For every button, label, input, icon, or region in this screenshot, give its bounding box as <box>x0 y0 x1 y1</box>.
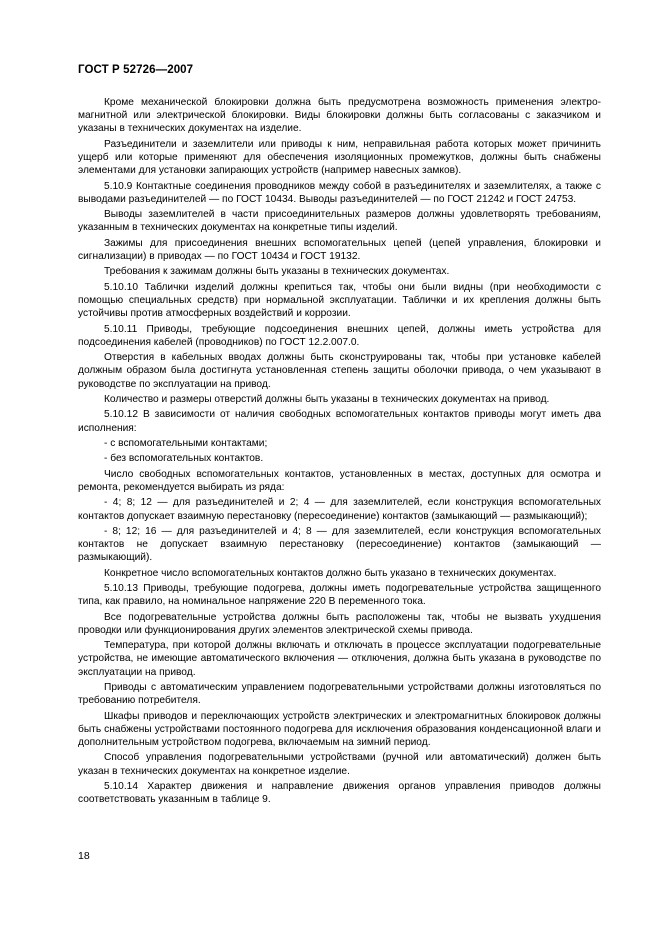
page-number: 18 <box>78 850 90 862</box>
paragraph: Все подогревательные устройства должны быть расположены так, чтобы не вызвать ухудшения проводки или функционирования других элементов электрической схемы привода. <box>78 611 601 636</box>
paragraph: Кроме механической блокировки должна быть предусмотрена возможность применения электро-магнитной или электрической блокировки. Виды блокировки должны быть согласованы с заказчиком и указаны в технических документах на изделие. <box>78 97 601 135</box>
paragraph: Способ управления подогревательными устройствами (ручной или автоматический) должен быть указан в технических документах на конкретное изделие. <box>78 752 601 777</box>
list-item: - с вспомогательными контактами; <box>104 437 268 449</box>
list-item: - 4; 8; 12 — для разъединителей и 2; 4 — для заземлителей, если конструкция вспомогательных контактов допускает взаимную перестановку (пересоединение) контактов (замыкающий — размыкающий); <box>78 497 601 522</box>
paragraph: Шкафы приводов и переключающих устройств электрических и электромагнитных блокировок должны быть снабжены устройствами постоянного подогрева для исключения образования конденсационной влаги и дополнительным устройством подогрева, включаемым на зимний период. <box>78 710 601 749</box>
paragraph: Требования к зажимам должны быть указаны в технических документах. <box>104 266 450 278</box>
paragraph: Отверстия в кабельных вводах должны быть сконструированы так, чтобы при установке кабелей должным образом была достигнута установленная степень защиты оболочки привода, о чем указывают в руководстве по эксплуатации на привод. <box>78 352 601 390</box>
paragraph: Приводы с автоматическим управлением подогревательными устройствами должны изготовляться по требованию потребителя. <box>78 682 601 707</box>
paragraph: 5.10.13 Приводы, требующие подогрева, должны иметь подогревательные устройства защищенного типа, как правило, на номинальное напряжение 220 В переменного тока. <box>78 583 601 608</box>
paragraph: Зажимы для присоединения внешних вспомогательных цепей (цепей управления, блокировки и сигнализации) в приводах — по ГОСТ 10434 и ГОСТ 19132. <box>78 237 601 262</box>
paragraph: 5.10.11 Приводы, требующие подсоединения внешних цепей, должны иметь устройства для подсоединения кабелей (проводников) по ГОСТ 12.2.007.0. <box>78 323 601 348</box>
paragraph: Температура, при которой должны включать и отключать в процессе эксплуатации подогревательные устройства, не имеющие автоматического включения — отключения, должна быть указана в руководстве по эксплуатации на привод. <box>78 640 601 678</box>
paragraph: Количество и размеры отверстий должны быть указаны в технических документах на привод. <box>104 393 550 405</box>
document-header: ГОСТ Р 52726—2007 <box>78 64 194 76</box>
document-body <box>78 96 601 809</box>
list-item: - без вспомогательных контактов. <box>104 453 264 465</box>
paragraph: 5.10.12 В зависимости от наличия свободных вспомогательных контактов приводы могут иметь два исполнения: <box>78 409 601 434</box>
paragraph: Конкретное число вспомогательных контактов должно быть указано в технических документах. <box>104 567 557 579</box>
paragraph: 5.10.9 Контактные соединения проводников между собой в разъединителях и заземлителях, а также с выводами разъединителей — по ГОСТ 10434. Выводы разъединителей — по ГОСТ 21242 и ГОСТ 24753. <box>78 180 601 205</box>
list-item: - 8; 12; 16 — для разъединителей и 4; 8 — для заземлителей, если конструкция вспомогательных контактов не допускает взаимную перестановку (пересоединение) контактов (замыкающий — размыкающий). <box>78 525 601 564</box>
paragraph: Выводы заземлителей в части присоединительных размеров должны удовлетворять требованиям, указанным в технических документах на конкретные типы изделий. <box>78 209 601 234</box>
paragraph: Число свободных вспомогательных контактов, установленных в местах, доступных для осмотра и ремонта, рекомендуется выбирать из ряда: <box>78 468 601 493</box>
paragraph: Разъединители и заземлители или приводы к ним, неправильная работа которых может причинить ущерб или которые применяют для обеспечения изоляционных промежутков, должны быть снабжены элементами для установки запирающих устройств (например навесных замков). <box>78 138 601 177</box>
paragraph: 5.10.10 Таблички изделий должны крепиться так, чтобы они были видны (при необходимости с помощью специальных средств) при нормальной эксплуатации. Таблички и их крепления должны быть устойчивы против атмосферных воздействий и коррозии. <box>78 281 601 320</box>
paragraph: 5.10.14 Характер движения и направление движения органов управления приводов должны соответствовать указанным в таблице 9. <box>78 781 601 806</box>
